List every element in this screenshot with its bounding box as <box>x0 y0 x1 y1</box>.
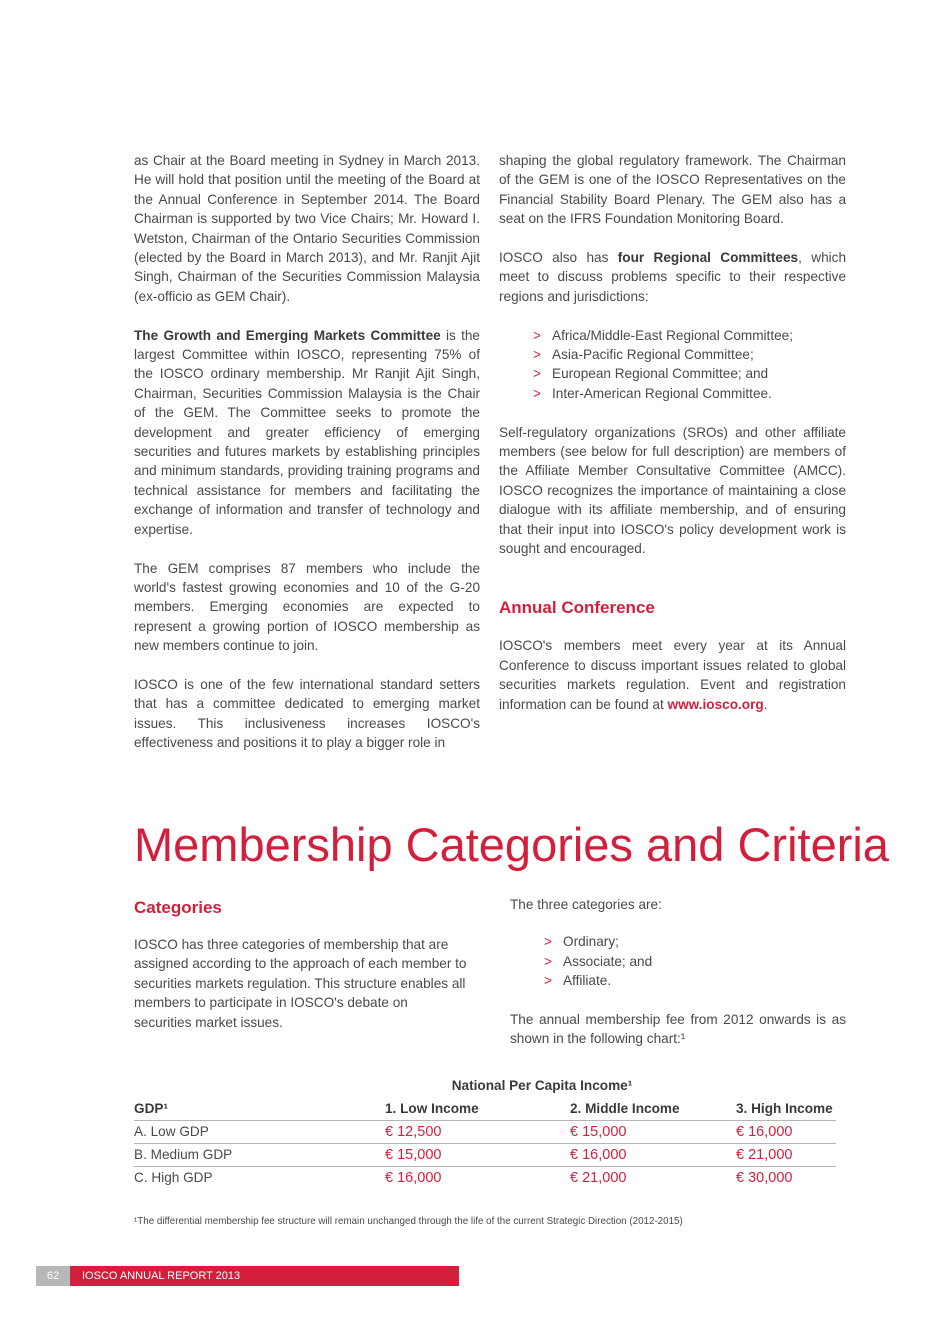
fee-cell: € 16,000 <box>736 1124 793 1140</box>
paragraph: IOSCO is one of the few international standard setters that has a committee dedicated to emerging market issues. This inclusiveness increases IOSCO's effectiveness and positions it to play a bigger role in <box>134 676 480 751</box>
bullet-marker: > <box>544 934 552 950</box>
left-column <box>134 151 480 753</box>
list-item <box>544 952 846 971</box>
footer-bar <box>36 1266 459 1286</box>
bullet-marker: > <box>533 327 541 343</box>
list-item-text: Ordinary; <box>563 934 619 950</box>
categories-list-block <box>510 895 846 1049</box>
paragraph: IOSCO has three categories of membership that are assigned according to the approach of each member to securities markets regulation. This structure enables all members to participate in IOSCO's debate on securities market issues. <box>134 937 467 1030</box>
paragraph <box>134 326 480 539</box>
categories-heading: Categories <box>134 898 222 917</box>
iosco-website-link[interactable]: www.iosco.org <box>667 696 764 712</box>
paragraph: Self-regulatory organizations (SROs) and other affiliate members (see below for full description) are members of the Affiliate Member Consultative Committee (AMCC). IOSCO recognizes the importance of maintaining a close dialogue with its affiliate membership, and of ensuring that their input into IOSCO's policy development work is sought and encouraged. <box>499 424 846 557</box>
report-name: IOSCO ANNUAL REPORT 2013 <box>82 1270 241 1282</box>
table-row <box>134 1121 836 1144</box>
fee-cell: € 15,000 <box>385 1147 442 1163</box>
table-row <box>134 1167 836 1189</box>
paragraph: The GEM comprises 87 members who include the world's fastest growing economies and 10 of the G-20 members. Emerging economies are expected to represent a growing portion of IOSCO membership as new members continue to join. <box>134 560 480 654</box>
regional-committees-term: four Regional Committees <box>617 250 799 266</box>
categories-intro <box>134 897 469 1032</box>
table-caption: National Per Capita Income¹ <box>451 1078 633 1093</box>
section-title: Membership Categories and Criteria <box>134 818 889 871</box>
bullet-marker: > <box>544 973 552 989</box>
column-header: 2. Middle Income <box>570 1101 680 1116</box>
list-item-text: Affiliate. <box>563 973 612 989</box>
fee-cell: € 15,000 <box>570 1124 627 1140</box>
list-item <box>544 971 846 990</box>
list-item <box>533 384 846 403</box>
row-label: A. Low GDP <box>134 1124 209 1139</box>
fee-cell: € 12,500 <box>385 1124 442 1140</box>
membership-fee-table <box>134 1076 836 1189</box>
membership-categories-list <box>510 932 846 990</box>
bullet-marker: > <box>533 366 541 382</box>
paragraph-text: IOSCO's members meet every year at its Annual Conference to discuss important issues related to global securities markets regulation. Event and registration information can be found at <box>499 638 846 712</box>
footnote: ¹The differential membership fee structure will remain unchanged through the life of the current Strategic Direction (2012-2015) <box>134 1216 683 1227</box>
gem-committee-name: The Growth and Emerging Markets Committee <box>134 327 441 343</box>
page-number: 62 <box>36 1266 70 1286</box>
fee-cell: € 30,000 <box>736 1170 793 1186</box>
list-item-text: Associate; and <box>563 953 653 969</box>
bullet-marker: > <box>533 347 541 363</box>
list-item <box>533 326 846 345</box>
paragraph-text: IOSCO also has <box>499 250 618 266</box>
right-column <box>499 151 846 714</box>
paragraph: The three categories are: <box>510 897 662 912</box>
annual-conference-heading: Annual Conference <box>499 598 655 618</box>
list-item-text: Africa/Middle-East Regional Committee; <box>552 327 794 343</box>
fee-cell: € 16,000 <box>570 1147 627 1163</box>
regional-committees-list <box>499 326 846 404</box>
table-row <box>134 1144 836 1167</box>
paragraph <box>499 636 846 714</box>
paragraph <box>499 248 846 306</box>
column-header: GDP¹ <box>134 1101 168 1116</box>
bullet-marker: > <box>544 953 552 969</box>
paragraph-text: , which meet to discuss problems specific to their respective regions and jurisdictions: <box>499 250 847 304</box>
list-item <box>533 364 846 383</box>
bullet-marker: > <box>533 385 541 401</box>
row-label: C. High GDP <box>134 1170 213 1185</box>
paragraph: The annual membership fee from 2012 onwards is as shown in the following chart:¹ <box>510 1012 846 1047</box>
fee-cell: € 21,000 <box>736 1147 793 1163</box>
list-item-text: Asia-Pacific Regional Committee; <box>552 347 754 363</box>
list-item-text: Inter-American Regional Committee. <box>552 385 772 401</box>
paragraph-text: . <box>763 696 768 712</box>
paragraph: as Chair at the Board meeting in Sydney in March 2013. He will hold that position until the meeting of the Board at the Annual Conference in September 2014. The Board Chairman is supported by two Vice Chairs; Mr. Howard I. Wetston, Chairman of the Ontario Securities Commission (elected by the Board in March 2013), and Mr. Ranjit Ajit Singh, Chairman of the Securities Commission Malaysia (ex-officio as GEM Chair). <box>134 153 480 304</box>
column-header: 1. Low Income <box>385 1101 479 1116</box>
list-item <box>544 932 846 951</box>
row-label: B. Medium GDP <box>134 1147 233 1162</box>
fee-cell: € 21,000 <box>570 1170 627 1186</box>
table-header-row <box>134 1098 836 1121</box>
list-item <box>533 345 846 364</box>
paragraph: shaping the global regulatory framework. The Chairman of the GEM is one of the IOSCO Representatives on the Financial Stability Board Plenary. The GEM also has a seat on the IFRS Foundation Monitoring Board. <box>499 153 846 227</box>
fee-cell: € 16,000 <box>385 1170 442 1186</box>
list-item-text: European Regional Committee; and <box>552 366 769 382</box>
column-header: 3. High Income <box>736 1101 833 1116</box>
paragraph-text: is the largest Committee within IOSCO, representing 75% of the IOSCO ordinary membership. Mr Ranjit Ajit Singh, Chairman, Securities Commission Malaysia is the Chair of the GEM. The Committee seeks to promote the development and greater efficiency of emerging securities and futures markets by establishing principles and minimum standards, providing training programs and technical assistance for members and facilitating the exchange of information and transfer of technology and expertise. <box>134 327 480 537</box>
